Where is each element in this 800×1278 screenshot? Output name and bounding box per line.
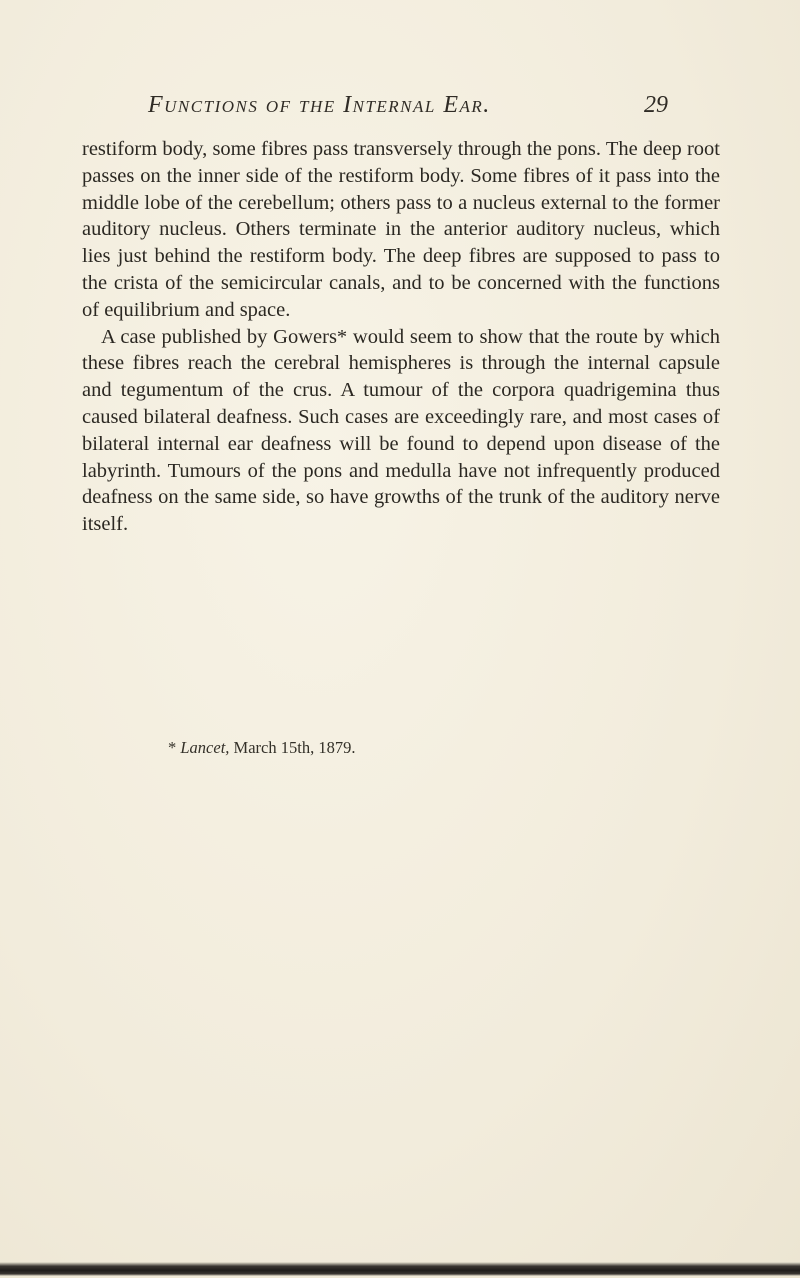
running-title: Functions of the Internal Ear. [148, 92, 491, 118]
footnote-date: March 15th, 1879. [229, 738, 356, 757]
footnote-marker: * [168, 738, 181, 757]
paragraph-1: restiform body, some fibres pass transversely through the pons. The deep root passes on the inner side of the restiform body. Some fibres of it pass into the middle lobe of the cerebellum; others pass to a nucleus external to the former auditory nucleus. Others terminate in the anterior auditory nucleus, which lies just behind the restiform body. The deep fibres are supposed to pass to the crista of the semicircular canals, and to be concerned with the functions of equilibrium and space. [82, 138, 720, 321]
body-text [82, 136, 720, 538]
page-number: 29 [644, 92, 668, 118]
footnote [168, 738, 355, 758]
page-bottom-edge [0, 1262, 800, 1276]
footnote-source: Lancet, [180, 738, 230, 757]
paragraph-2: A case published by Gowers* would seem to show that the route by which these fibres reach the cerebral hemispheres is through the internal capsule and tegumentum of the crus. A tumour of the corpora quadrigemina thus caused bilateral deafness. Such cases are exceedingly rare, and most cases of bilateral internal ear deafness will be found to depend upon disease of the labyrinth. Tumours of the pons and medulla have not infrequently produced deafness on the same side, so have growths of the trunk of the auditory nerve itself. [82, 325, 720, 536]
page-header [148, 92, 668, 126]
